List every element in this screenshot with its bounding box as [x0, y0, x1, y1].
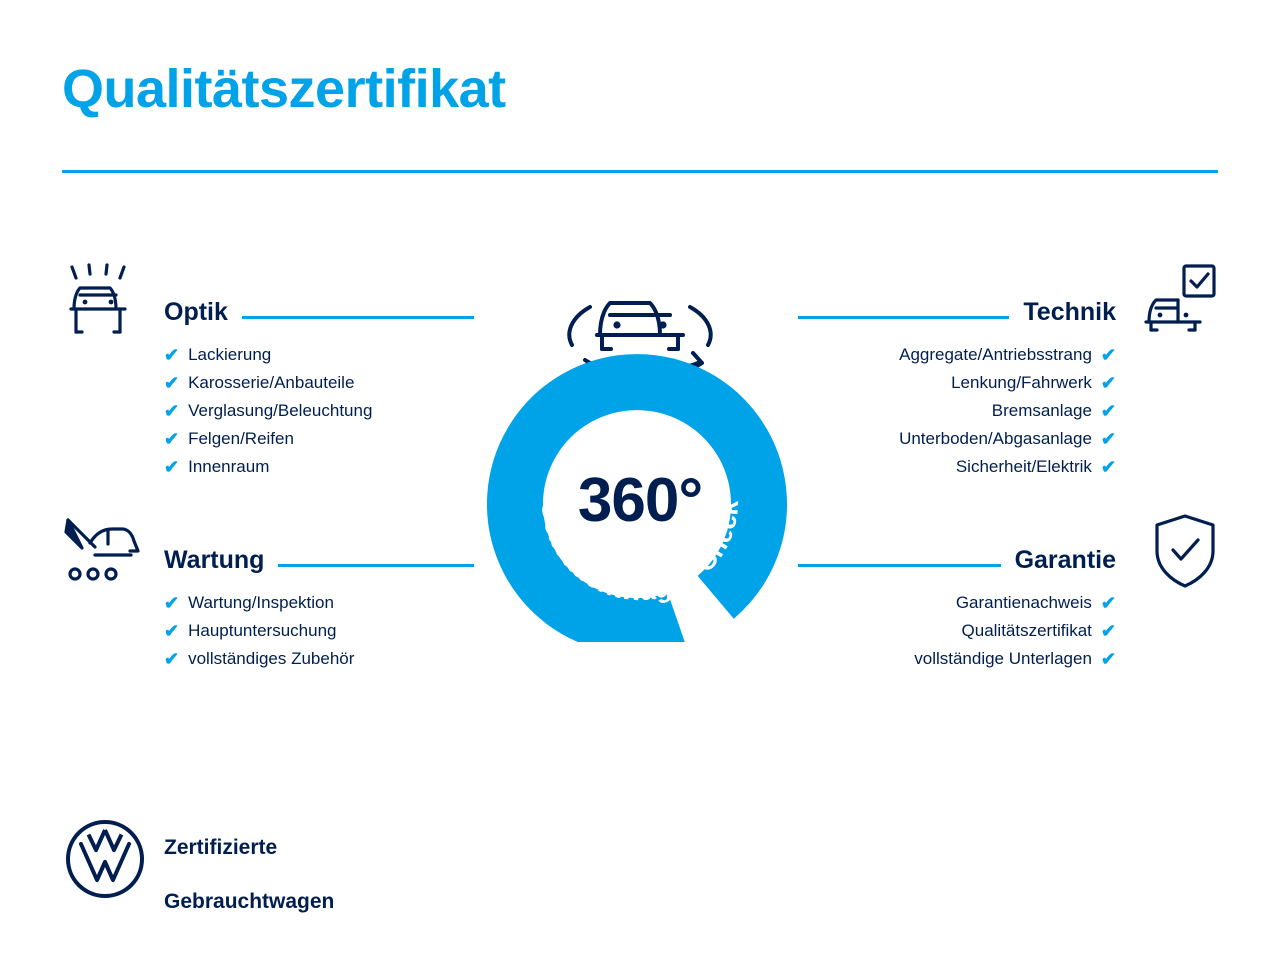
check-icon: ✔ — [1100, 345, 1116, 365]
list-item-label: Sicherheit/Elektrik — [955, 457, 1092, 476]
list-item — [164, 593, 474, 613]
list-item — [164, 649, 474, 669]
section-optik — [164, 300, 474, 477]
check-icon: ✔ — [164, 429, 180, 449]
section-wartung — [164, 548, 474, 669]
list-item — [798, 649, 1116, 669]
check-icon: ✔ — [1100, 373, 1116, 393]
badge-value: 360° — [577, 466, 703, 535]
section-wartung-divider — [278, 564, 474, 567]
badge-arc-label: Gebrauchtwagen-Check — [535, 498, 745, 607]
section-garantie-items — [798, 593, 1116, 669]
list-item-label: Unterboden/Abgasanlage — [899, 429, 1092, 448]
list-item — [798, 621, 1116, 641]
car-wash-icon — [62, 262, 140, 347]
car-lift-icon — [62, 512, 144, 597]
vw-logo-icon — [64, 818, 146, 905]
check-icon: ✔ — [1100, 649, 1116, 669]
check-icon: ✔ — [1100, 457, 1116, 477]
list-item-label: Lackierung — [188, 345, 272, 364]
footer-logo-line1: Zertifizierte — [164, 835, 278, 859]
list-item — [164, 345, 474, 365]
section-garantie-header — [798, 548, 1116, 573]
check-icon: ✔ — [164, 457, 180, 477]
check-icon: ✔ — [164, 373, 180, 393]
list-item — [798, 457, 1116, 477]
list-item — [798, 429, 1116, 449]
list-item-label: Lenkung/Fahrwerk — [951, 373, 1092, 392]
list-item — [798, 345, 1116, 365]
car-checklist-icon — [1140, 262, 1218, 347]
section-wartung-header — [164, 548, 474, 573]
list-item-label: Bremsanlage — [991, 401, 1092, 420]
list-item — [798, 593, 1116, 613]
section-garantie — [798, 548, 1116, 669]
list-item-label: vollständige Unterlagen — [914, 649, 1092, 668]
list-item-label: Garantienachweis — [955, 593, 1092, 612]
section-garantie-title: Garantie — [1014, 546, 1116, 574]
section-technik — [798, 300, 1116, 477]
section-technik-header — [798, 300, 1116, 325]
section-optik-items — [164, 345, 474, 477]
check-icon: ✔ — [164, 621, 180, 641]
list-item — [164, 621, 474, 641]
shield-check-icon — [1152, 512, 1218, 595]
check-icon: ✔ — [164, 649, 180, 669]
section-optik-title: Optik — [164, 298, 228, 326]
list-item — [164, 401, 474, 421]
section-wartung-items — [164, 593, 474, 669]
list-item-label: Innenraum — [188, 457, 270, 476]
gebrauchtwagen-check-badge — [450, 252, 830, 642]
list-item — [164, 373, 474, 393]
section-technik-title: Technik — [1023, 298, 1116, 326]
footer-logo-line2: Gebrauchtwagen — [164, 889, 335, 913]
check-icon: ✔ — [1100, 401, 1116, 421]
list-item-label: Karosserie/Anbauteile — [188, 373, 355, 392]
list-item-label: Qualitätszertifikat — [961, 621, 1092, 640]
list-item — [164, 457, 474, 477]
check-icon: ✔ — [1100, 621, 1116, 641]
list-item-label: vollständiges Zubehör — [188, 649, 355, 668]
section-technik-items — [798, 345, 1116, 477]
footer-logo-text — [164, 808, 334, 916]
page-title: Qualitätszertifikat — [62, 59, 506, 119]
section-optik-divider — [242, 316, 474, 319]
list-item — [164, 429, 474, 449]
check-icon: ✔ — [164, 593, 180, 613]
list-item-label: Aggregate/Antriebsstrang — [899, 345, 1092, 364]
check-icon: ✔ — [1100, 429, 1116, 449]
check-icon: ✔ — [164, 345, 180, 365]
list-item-label: Wartung/Inspektion — [188, 593, 334, 612]
list-item-label: Felgen/Reifen — [188, 429, 294, 448]
section-wartung-title: Wartung — [164, 546, 265, 574]
list-item-label: Verglasung/Beleuchtung — [188, 401, 373, 420]
check-icon: ✔ — [164, 401, 180, 421]
list-item — [798, 401, 1116, 421]
section-optik-header — [164, 300, 474, 325]
check-icon: ✔ — [1100, 593, 1116, 613]
footer-logo-group — [64, 808, 334, 916]
title-divider — [62, 170, 1218, 173]
list-item — [798, 373, 1116, 393]
list-item-label: Hauptuntersuchung — [188, 621, 337, 640]
